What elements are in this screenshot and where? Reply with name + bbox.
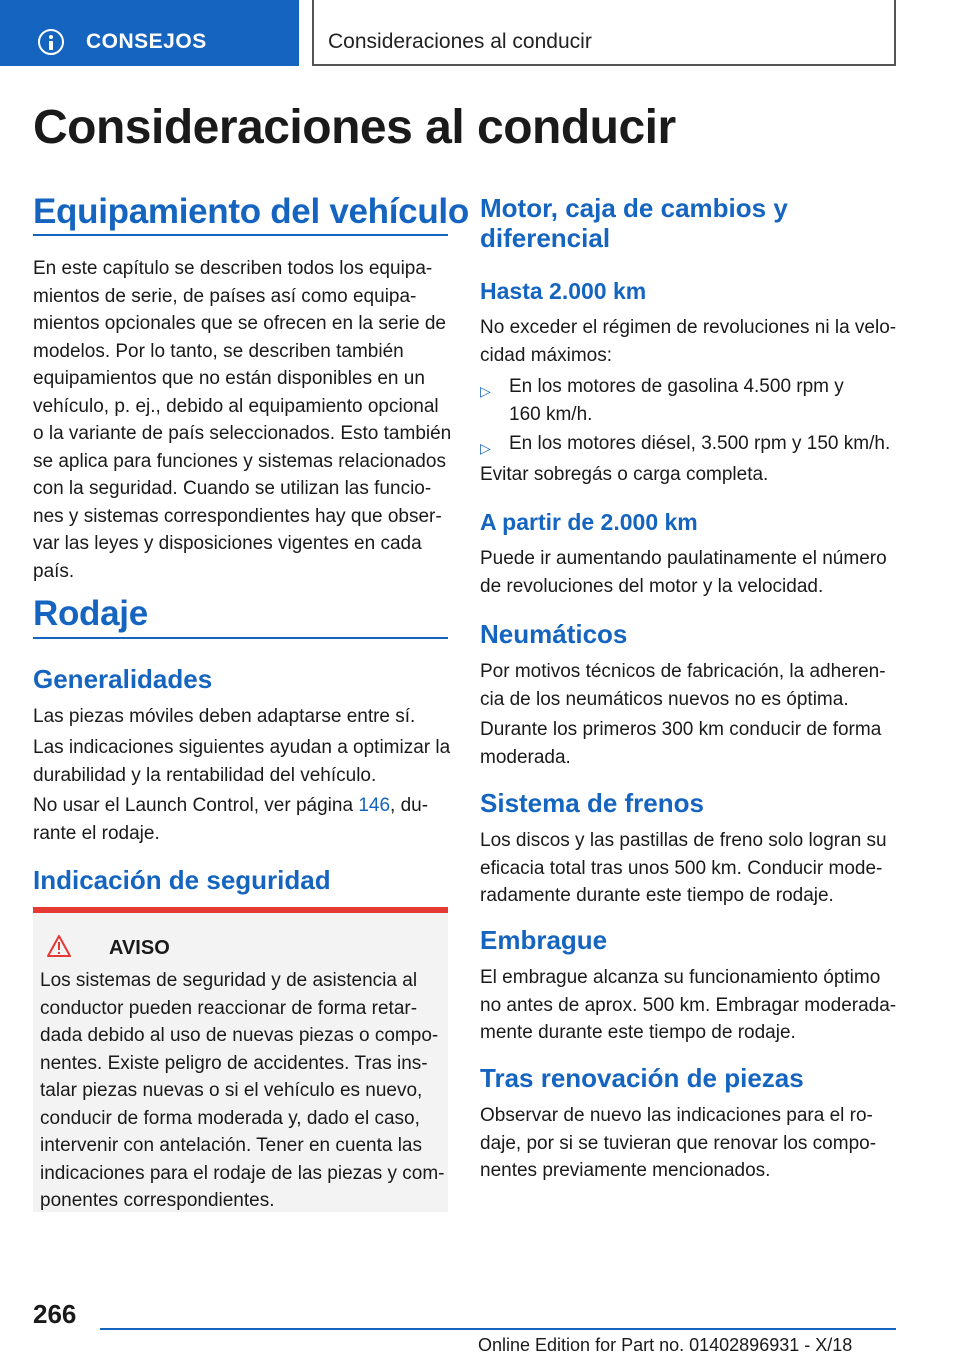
footer-edition: Online Edition for Part no. 01402896931 - X/18 — [478, 1335, 853, 1355]
generalidades-p2-line: durabilidad y la rentabilidad del vehículo. — [33, 764, 377, 786]
text-line: mientos opcionales que se ofrecen en la serie de — [33, 313, 446, 334]
neumaticos-line: cia de los neumáticos nuevos no es óptima. — [480, 688, 849, 710]
warning-line: conductor pueden reaccionar de forma retar- — [40, 997, 418, 1019]
list-item-text: En los motores diésel, 3.500 rpm y 150 km/h. — [509, 433, 891, 454]
neumaticos-line: Por motivos técnicos de fabricación, la adheren- — [480, 661, 886, 682]
warning-line: intervenir con antelación. Tener en cuenta las — [40, 1135, 423, 1156]
text-line: o la variante de país seleccionados. Esto también — [33, 423, 452, 444]
generalidades-p2-line: Las indicaciones siguientes ayudan a optimizar la — [33, 737, 451, 758]
apartir-line: de revoluciones del motor y la velocidad. — [480, 575, 824, 597]
text-line: En este capítulo se describen todos los equipa- — [33, 258, 433, 279]
page-number: 266 — [33, 1299, 77, 1329]
breadcrumb — [312, 0, 896, 66]
warning-line: dada debido al uso de nuevas piezas o compo- — [40, 1025, 439, 1046]
heading-neumaticos: Neumáticos — [480, 619, 628, 649]
heading-a-partir-2000: A partir de 2.000 km — [480, 509, 698, 535]
text-line: mientos de serie, de países así como equipa- — [33, 285, 417, 307]
list-item — [480, 373, 900, 433]
generalidades-p1: Las piezas móviles deben adaptarse entre sí. — [33, 706, 416, 727]
tras-line: Observar de nuevo las indicaciones para el ro- — [480, 1105, 873, 1126]
warning-line: Los sistemas de seguridad y de asistencia al — [40, 970, 418, 991]
text-span: En los motores de gasolina 4.500 rpm y — [509, 376, 844, 397]
heading-frenos: Sistema de frenos — [480, 788, 704, 818]
text-span: , du- — [390, 795, 429, 816]
heading-motor-line: Motor, caja de cambios y — [480, 193, 788, 223]
warning-line: talar piezas nuevas o si el vehículo es nuevo, — [40, 1080, 423, 1101]
page-title: Consideraciones al conducir — [33, 101, 676, 154]
heading-hasta-2000: Hasta 2.000 km — [480, 278, 647, 304]
heading-motor-line: diferencial — [480, 223, 611, 253]
bullet-triangle-icon: ▷ — [480, 440, 491, 456]
embrague-line: El embrague alcanza su funcionamiento óptimo — [480, 967, 881, 988]
text-line: se aplica para funciones y sistemas relacionados — [33, 450, 446, 472]
frenos-line: Los discos y las pastillas de freno solo logran su — [480, 830, 887, 851]
warning-line: conducir de forma moderada y, dado el caso, — [40, 1107, 420, 1129]
generalidades-p3-line — [33, 792, 428, 820]
evitar-text: Evitar sobregás o carga completa. — [480, 464, 769, 485]
frenos-line: radamente durante este tiempo de rodaje. — [480, 885, 834, 906]
heading-seguridad: Indicación de seguridad — [33, 865, 331, 895]
text-line: vehículo, p. ej., debido al equipamiento opcional — [33, 395, 439, 417]
warning-body — [40, 967, 445, 1215]
heading-tras-renovacion: Tras renovación de piezas — [480, 1063, 804, 1093]
bullet-triangle-icon: ▷ — [480, 383, 491, 399]
heading-generalidades: Generalidades — [33, 664, 213, 694]
heading-embrague: Embrague — [480, 925, 608, 955]
warning-title: AVISO — [109, 937, 170, 959]
warning-triangle-icon — [47, 935, 71, 957]
warning-line: indicaciones para el rodaje de las piezas y com- — [40, 1162, 445, 1184]
page-link[interactable]: 146 — [358, 795, 391, 816]
warning-line: ponentes correspondientes. — [40, 1190, 275, 1211]
text-line: modelos. Por lo tanto, se describen también — [33, 340, 404, 362]
embrague-line: no antes de aprox. 500 km. Embragar moderada- — [480, 994, 897, 1016]
apartir-line: Puede ir aumentando paulatinamente el número — [480, 548, 887, 569]
tras-line: daje, por si se tuvieran que renovar los compo- — [480, 1132, 877, 1154]
list-item — [480, 430, 900, 460]
frenos-line: eficacia total tras unos 500 km. Conducir mode- — [480, 857, 883, 879]
hasta-line: cidad máximos: — [480, 344, 612, 366]
heading-rule — [33, 234, 448, 236]
embrague-line: mente durante este tiempo de rodaje. — [480, 1022, 796, 1043]
text-span: 160 km/h. — [509, 403, 593, 425]
list-item-text — [509, 373, 899, 428]
text-line: país. — [33, 560, 75, 582]
heading-rodaje: Rodaje — [33, 594, 148, 633]
text-line: var las leyes y disposiciones vigentes en cada — [33, 533, 422, 554]
neumaticos-line: moderada. — [480, 746, 571, 768]
hasta-line: No exceder el régimen de revoluciones ni la velo- — [480, 317, 897, 338]
text-line: con la seguridad. Cuando se utilizan las funcio- — [33, 478, 432, 499]
text-span: No usar el Launch Control, ver página — [33, 795, 359, 816]
generalidades-p3-line: rante el rodaje. — [33, 822, 160, 844]
section-tab[interactable] — [0, 0, 299, 66]
text-line: equipamientos que no están disponibles en un — [33, 368, 425, 389]
footer-rule — [100, 1328, 896, 1330]
neumaticos-line: Durante los primeros 300 km conducir de forma — [480, 719, 882, 740]
info-icon — [38, 29, 64, 55]
heading-equipamiento: Equipamiento del vehículo — [33, 192, 469, 231]
warning-box — [33, 907, 448, 1212]
text-line: nes y sistemas correspondientes hay que obser- — [33, 505, 442, 527]
section-tab-label: CONSEJOS — [86, 30, 207, 53]
warning-line: nentes. Existe peligro de accidentes. Tras ins- — [40, 1052, 428, 1074]
tras-line: nentes previamente mencionados. — [480, 1160, 771, 1181]
breadcrumb-label: Consideraciones al conducir — [328, 30, 592, 53]
heading-rule — [33, 637, 448, 639]
